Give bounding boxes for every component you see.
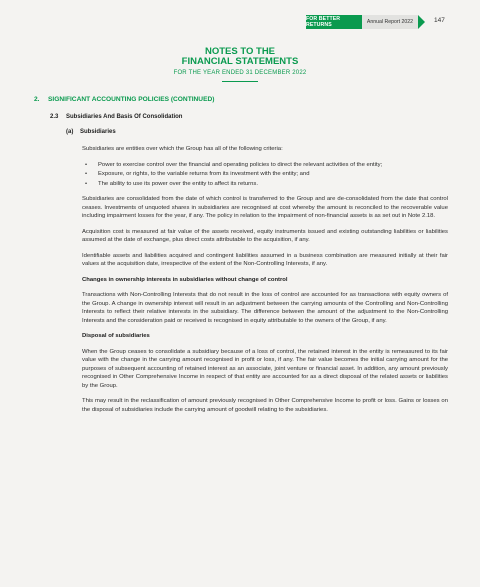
subsection-title: Subsidiaries And Basis Of Consolidation <box>66 114 183 120</box>
subsection-heading <box>50 114 182 120</box>
page-title-line2: FINANCIAL STATEMENTS <box>181 56 299 67</box>
body-text <box>82 145 448 421</box>
paragraph: Transactions with Non-Controlling Interests that do not result in the loss of control are accounted for as transactions with equity owners of the Group. A change in ownership interest will result in an adjustment between the carrying amounts of the Controlling and Non-Controlling Interests to reflect their relative interests in the subsidiary. The difference between the amount of the adjustment to the Non-Controlling Interests and the consideration paid or received is recognised in equity attributable to the owners of the Group, if any. <box>82 292 448 324</box>
title-divider <box>222 81 258 82</box>
page-number: 147 <box>434 17 445 24</box>
item-title: Subsidiaries <box>80 129 116 135</box>
subheading: Disposal of subsidiaries <box>82 333 150 339</box>
header-tag: FOR BETTER RETURNS <box>306 15 362 29</box>
intro-paragraph: Subsidiaries are entities over which the Group has all of the following criteria: <box>82 146 283 152</box>
section-title: SIGNIFICANT ACCOUNTING POLICIES (CONTINUED) <box>48 96 215 103</box>
subsection-number: 2.3 <box>50 114 59 120</box>
page-title <box>0 47 480 67</box>
page-subtitle: FOR THE YEAR ENDED 31 DECEMBER 2022 <box>173 70 307 76</box>
section-heading <box>34 96 214 103</box>
list-item: • Exposure, or rights, to the variable returns from its investment with the entity; and <box>82 170 448 179</box>
list-item: • Power to exercise control over the financial and operating policies to direct the relevant activities of the entity; <box>82 161 448 170</box>
subheading: Changes in ownership interests in subsidiaries without change of control <box>82 276 288 283</box>
list-item: • The ability to use its power over the entity to affect its returns. <box>82 180 448 189</box>
criteria-list <box>82 161 448 189</box>
paragraph: Acquisition cost is measured at fair value of the assets received, equity instruments issued and existing outstanding liabilities or liabilities assumed at the date of exchange, plus direct costs attributable to the acquisition, if any. <box>82 228 448 243</box>
paragraph: Subsidiaries are consolidated from the date of which control is transferred to the Group and are de-consolidated from the date that control ceases. Investments of unquoted shares in subsidiaries are recognised at cost whereby the amount is reconciled to the recoverable value including impairment losses for the year, if any. The policy in relation to the impairment of non-financial assets is as set out in Note 2.18. <box>82 196 448 219</box>
page-title-line1: NOTES TO THE <box>204 46 276 57</box>
paragraph: This may result in the reclassification of amount previously recognised in Other Comprehensive Income to profit or loss. Gains or losses on the disposal of subsidiaries include the carrying amount of goodwill relating to the subsidiaries. <box>82 398 448 413</box>
paragraph: When the Group ceases to consolidate a subsidiary because of a loss of control, the retained interest in the entity is remeasured to its fair value with the change in the carrying amount recognised in profit or loss, if any. The fair value becomes the initial carrying amount for the purposes of subsequent accounting of retained interest as an associate, joint venture or financial asset. In addition, any amount previously recognised in Other Comprehensive Income in respect of that entity are accounted for as a direct disposal of the related assets or liabilities by the Group. <box>82 348 448 389</box>
section-number: 2. <box>34 96 40 103</box>
header-report-label: Annual Report 2022 <box>362 15 418 29</box>
paragraph: Identifiable assets and liabilities acquired and contingent liabilities assumed in a business combination are measured initially at their fair values at the acquisition date, irrespective of the extent of the Non-Controlling Interests, if any. <box>82 252 448 267</box>
item-number: (a) <box>66 129 74 135</box>
chevron-right-icon <box>418 15 425 29</box>
page-header <box>0 15 480 29</box>
item-heading <box>66 129 116 135</box>
